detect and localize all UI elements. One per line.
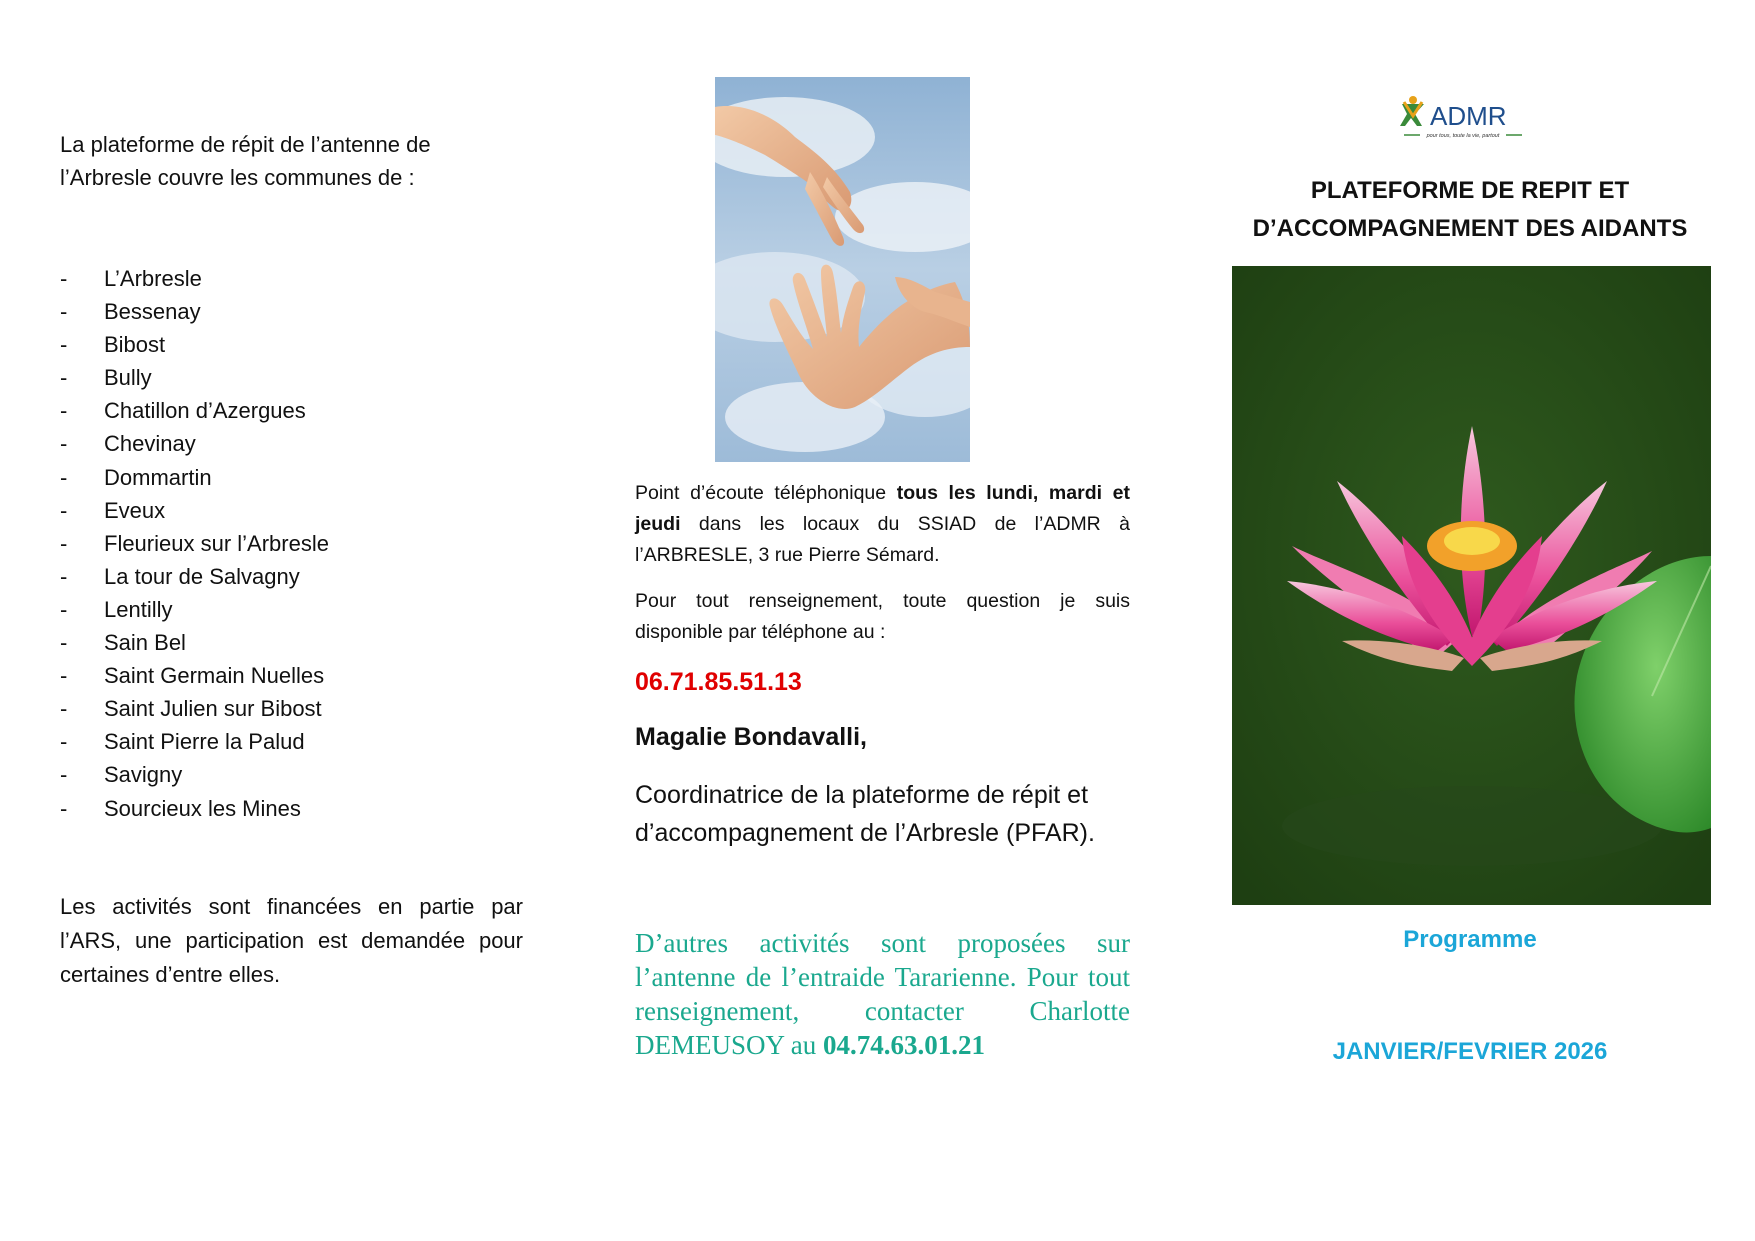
commune-item bbox=[60, 626, 480, 659]
commune-name: Sain Bel bbox=[104, 630, 186, 656]
list-bullet: - bbox=[60, 563, 68, 589]
commune-name: Eveux bbox=[104, 497, 166, 523]
commune-item bbox=[60, 461, 480, 494]
list-bullet: - bbox=[60, 266, 68, 291]
intro-line-1: La plateforme de répit de l’antenne de bbox=[60, 132, 431, 157]
list-bullet: - bbox=[60, 365, 68, 391]
coordinator-phone: 06.71.85.51.13 bbox=[635, 668, 802, 696]
lotus-illustration bbox=[1232, 266, 1711, 905]
listening-days: tous les lundi, mardi et jeudi bbox=[635, 482, 1130, 535]
commune-item bbox=[60, 725, 480, 758]
hands-illustration bbox=[715, 77, 970, 462]
brochure-title bbox=[1230, 172, 1710, 248]
commune-item bbox=[60, 328, 480, 361]
list-bullet: - bbox=[60, 431, 68, 457]
listening-location: dans les locaux du SSIAD de l’ADMR à l’ARBRESLE, 3 rue Pierre Sémard. bbox=[635, 513, 1130, 566]
commune-item bbox=[60, 758, 480, 791]
admr-logo bbox=[1398, 92, 1528, 144]
communes-list bbox=[60, 262, 480, 825]
commune-item bbox=[60, 394, 480, 427]
admr-figure-icon bbox=[1400, 96, 1424, 126]
coordinator-role bbox=[635, 776, 1130, 852]
commune-item bbox=[60, 427, 480, 460]
list-bullet: - bbox=[60, 762, 68, 788]
list-bullet: - bbox=[60, 729, 68, 755]
commune-item bbox=[60, 527, 480, 560]
commune-name: Chatillon d’Azergues bbox=[104, 398, 306, 424]
commune-name: Saint Pierre la Palud bbox=[104, 729, 305, 755]
list-bullet: - bbox=[60, 795, 68, 821]
list-bullet: - bbox=[60, 596, 68, 622]
title-line-1: PLATEFORME DE REPIT ET bbox=[1310, 177, 1630, 204]
commune-name: Saint Germain Nuelles bbox=[104, 663, 325, 689]
commune-name: Saint Julien sur Bibost bbox=[104, 696, 322, 722]
list-bullet: - bbox=[60, 696, 68, 722]
commune-item bbox=[60, 659, 480, 692]
commune-name: Bibost bbox=[104, 332, 166, 358]
commune-name: Dommartin bbox=[104, 464, 212, 490]
list-bullet: - bbox=[60, 497, 68, 523]
commune-item bbox=[60, 792, 480, 825]
list-bullet: - bbox=[60, 464, 68, 490]
funding-text: Les activités sont financées en partie par l’ARS, une participation est demandée pour certaines d’entre elles. bbox=[60, 894, 523, 987]
hands-photo bbox=[715, 77, 970, 462]
commune-item bbox=[60, 692, 480, 725]
list-bullet: - bbox=[60, 530, 68, 556]
intro-line-2: l’Arbresle couvre les communes de : bbox=[60, 165, 415, 190]
list-bullet: - bbox=[60, 663, 68, 689]
commune-item bbox=[60, 560, 480, 593]
commune-name: Savigny bbox=[104, 762, 183, 788]
commune-name: L’Arbresle bbox=[104, 266, 202, 291]
commune-name: Bully bbox=[104, 365, 152, 391]
commune-name: Fleurieux sur l’Arbresle bbox=[104, 530, 329, 556]
commune-name: Lentilly bbox=[104, 596, 173, 622]
lotus-photo bbox=[1232, 266, 1711, 905]
commune-item bbox=[60, 295, 480, 328]
list-bullet: - bbox=[60, 630, 68, 656]
commune-name: Bessenay bbox=[104, 299, 201, 325]
list-bullet: - bbox=[60, 332, 68, 358]
commune-item bbox=[60, 593, 480, 626]
tarare-info bbox=[635, 926, 1130, 1062]
intro-text bbox=[60, 128, 480, 194]
coordinator-role-line-2: d’accompagnement de l’Arbresle (PFAR). bbox=[635, 819, 1095, 847]
information-text: Pour tout renseignement, toute question je suis disponible par téléphone au : bbox=[635, 590, 1130, 643]
admr-logo-mark bbox=[1398, 92, 1528, 144]
commune-item bbox=[60, 262, 480, 295]
title-line-2: D’ACCOMPAGNEMENT DES AIDANTS bbox=[1252, 215, 1688, 242]
programme-label: Programme bbox=[1403, 926, 1537, 953]
commune-item bbox=[60, 361, 480, 394]
commune-name: Sourcieux les Mines bbox=[104, 795, 301, 821]
list-bullet: - bbox=[60, 398, 68, 424]
tarare-text: D’autres activités sont proposées sur l’antenne de l’entraide Tararienne. Pour tout renseignement, contacter Charlotte DEMEUSOY au bbox=[635, 928, 1130, 1060]
commune-item bbox=[60, 494, 480, 527]
list-bullet: - bbox=[60, 299, 68, 325]
commune-name: La tour de Salvagny bbox=[104, 563, 300, 589]
listening-schedule-text bbox=[635, 478, 1130, 571]
admr-logo-text: ADMR bbox=[1430, 101, 1507, 131]
coordinator-role-line-1: Coordinatrice de la plateforme de répit et bbox=[635, 781, 1089, 809]
tarare-phone: 04.74.63.01.21 bbox=[823, 1030, 985, 1060]
listening-intro: Point d’écoute téléphonique bbox=[635, 482, 897, 504]
commune-name: Chevinay bbox=[104, 431, 196, 457]
coordinator-name: Magalie Bondavalli, bbox=[635, 723, 868, 751]
admr-logo-tagline: pour tous, toute la vie, partout bbox=[1426, 133, 1500, 139]
programme-period: JANVIER/FEVRIER 2026 bbox=[1332, 1038, 1608, 1065]
